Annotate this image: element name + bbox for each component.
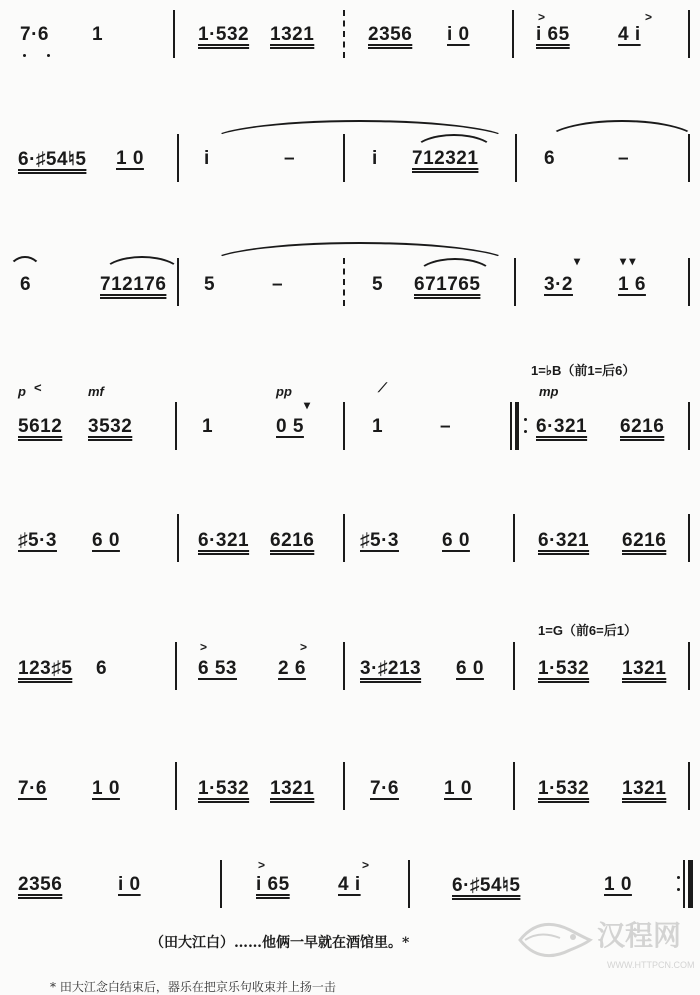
barline — [175, 642, 177, 690]
dynamic-pp: pp — [276, 384, 292, 399]
barline — [343, 642, 345, 690]
note-group: 6 0 — [442, 530, 470, 551]
note-group: – — [440, 416, 452, 437]
note-group: 4 i — [338, 874, 361, 895]
note-group: 1321 — [270, 24, 315, 45]
staccato-mark: ▾ — [304, 398, 311, 412]
accent-mark: > — [362, 858, 370, 872]
repeat-dot — [524, 430, 527, 433]
barline — [688, 258, 690, 306]
note-group: 1·532 — [538, 658, 590, 679]
slur — [8, 256, 42, 272]
note-group: 6216 — [270, 530, 315, 551]
octave-dot — [47, 54, 50, 57]
accent-mark: > — [538, 10, 546, 24]
dynamic-mf: mf — [88, 384, 104, 399]
slur — [102, 256, 182, 274]
note-group: i 0 — [118, 874, 141, 895]
note-group: ♯5·3 — [360, 530, 399, 551]
note-group: 712176 — [100, 274, 167, 295]
note-group: i — [372, 148, 378, 169]
key-change-label: 1=♭B（前1=后6） — [531, 363, 636, 378]
barline — [173, 10, 175, 58]
final-barline — [688, 860, 693, 908]
accent-mark: > — [300, 640, 308, 654]
score-row-6 — [0, 614, 700, 679]
repeat-dot — [677, 876, 680, 879]
barline — [512, 10, 514, 58]
barline — [343, 402, 345, 450]
accent-mark: > — [200, 640, 208, 654]
repeat-dot — [677, 888, 680, 891]
note-group: 3·♯213 — [360, 658, 422, 679]
barline — [688, 10, 690, 58]
decrescendo-hairpin: ⟋ — [378, 380, 388, 395]
note-group: 6·♯54♮5 — [452, 875, 521, 896]
score-row-5 — [0, 514, 700, 574]
dashed-barline — [343, 258, 345, 306]
note-group: 1 0 — [444, 778, 472, 799]
dialogue-caption: （田大江白）……他俩一早就在酒馆里。* — [150, 935, 410, 951]
score-row-1 — [0, 10, 700, 70]
note-group: i 0 — [447, 24, 470, 45]
barline — [175, 402, 177, 450]
final-barline — [683, 860, 685, 908]
barline — [175, 762, 177, 810]
note-group: 3·2 — [544, 274, 573, 295]
barline — [688, 134, 690, 182]
note-group: – — [618, 148, 630, 169]
note-group: 1 0 — [92, 778, 120, 799]
note-group: i — [204, 148, 210, 169]
barline — [513, 514, 515, 562]
slur — [545, 120, 699, 142]
note-group: 1 — [202, 416, 214, 437]
note-group: 6·321 — [198, 530, 250, 551]
barline — [343, 762, 345, 810]
accent-mark: > — [645, 10, 653, 24]
note-group: 7·6 — [20, 24, 49, 45]
barline — [513, 762, 515, 810]
note-group: 123♯5 — [18, 658, 73, 679]
note-group: 1321 — [622, 658, 667, 679]
note-group: – — [284, 148, 296, 169]
note-group: 1321 — [270, 778, 315, 799]
note-group: 1·532 — [538, 778, 590, 799]
barline — [343, 134, 345, 182]
note-group: 1 6 — [618, 274, 646, 295]
repeat-dot — [524, 418, 527, 421]
note-group: 6 53 — [198, 658, 237, 679]
barline — [408, 860, 410, 908]
repeat-barline — [515, 402, 519, 450]
barline — [514, 258, 516, 306]
note-group: 7·6 — [370, 778, 399, 799]
note-group: 3532 — [88, 416, 133, 437]
repeat-barline — [510, 402, 512, 450]
note-group: 6 0 — [92, 530, 120, 551]
note-group: 6·♯54♮5 — [18, 149, 87, 170]
barline — [688, 642, 690, 690]
note-group: 6216 — [620, 416, 665, 437]
note-group: 2 6 — [278, 658, 306, 679]
barline — [688, 762, 690, 810]
note-group: 1 — [372, 416, 384, 437]
note-group: 712321 — [412, 148, 479, 169]
watermark-url: WWW.HTTPCN.COM — [607, 960, 695, 970]
note-group: i 65 — [256, 874, 290, 895]
watermark — [515, 910, 695, 985]
barline — [220, 860, 222, 908]
note-group: – — [272, 274, 284, 295]
crescendo-hairpin: < — [34, 380, 42, 395]
note-group: 1 — [92, 24, 104, 45]
barline — [515, 134, 517, 182]
dynamic-p: p — [18, 384, 26, 399]
accent-mark: > — [258, 858, 266, 872]
note-group: 6·321 — [536, 416, 588, 437]
note-group: 1 0 — [116, 148, 144, 169]
note-group: ♯5·3 — [18, 530, 57, 551]
barline — [177, 134, 179, 182]
staccato-mark: ▾ — [574, 254, 581, 268]
note-group: 671765 — [414, 274, 481, 295]
note-group: 2356 — [18, 874, 63, 895]
note-group: 7·6 — [18, 778, 47, 799]
dashed-barline — [343, 10, 345, 58]
note-group: 4 i — [618, 24, 641, 45]
note-group: 1·532 — [198, 778, 250, 799]
score-row-3 — [0, 236, 700, 296]
score-row-4 — [0, 356, 700, 437]
fish-logo-icon — [515, 910, 595, 970]
watermark-text: 汉程网 — [597, 919, 682, 952]
key-change-label: 1=G（前6=后1） — [538, 623, 637, 638]
note-group: 6 — [96, 658, 108, 679]
note-group: 5612 — [18, 416, 63, 437]
barline — [177, 258, 179, 306]
score-row-2 — [0, 118, 700, 178]
note-group: 1321 — [622, 778, 667, 799]
dynamic-mp: mp — [539, 384, 559, 399]
barline — [177, 514, 179, 562]
note-group: 6·321 — [538, 530, 590, 551]
score-row-7 — [0, 752, 700, 812]
note-group: 2356 — [368, 24, 413, 45]
staccato-mark: ▾ ▾ — [620, 254, 636, 268]
barline — [513, 642, 515, 690]
octave-dot — [23, 54, 26, 57]
note-group: 0 5 — [276, 416, 304, 437]
footnote: * 田大江念白结束后，器乐在把京乐句收束并上扬一击 — [50, 980, 336, 994]
note-group: 5 — [372, 274, 384, 295]
barline — [343, 514, 345, 562]
note-group: 5 — [204, 274, 216, 295]
barline — [688, 402, 690, 450]
note-group: 6 — [544, 148, 556, 169]
note-group: i 65 — [536, 24, 570, 45]
note-group: 6216 — [622, 530, 667, 551]
note-group: 1 0 — [604, 874, 632, 895]
note-group: 6 — [20, 274, 32, 295]
note-group: 6 0 — [456, 658, 484, 679]
barline — [688, 514, 690, 562]
note-group: 1·532 — [198, 24, 250, 45]
